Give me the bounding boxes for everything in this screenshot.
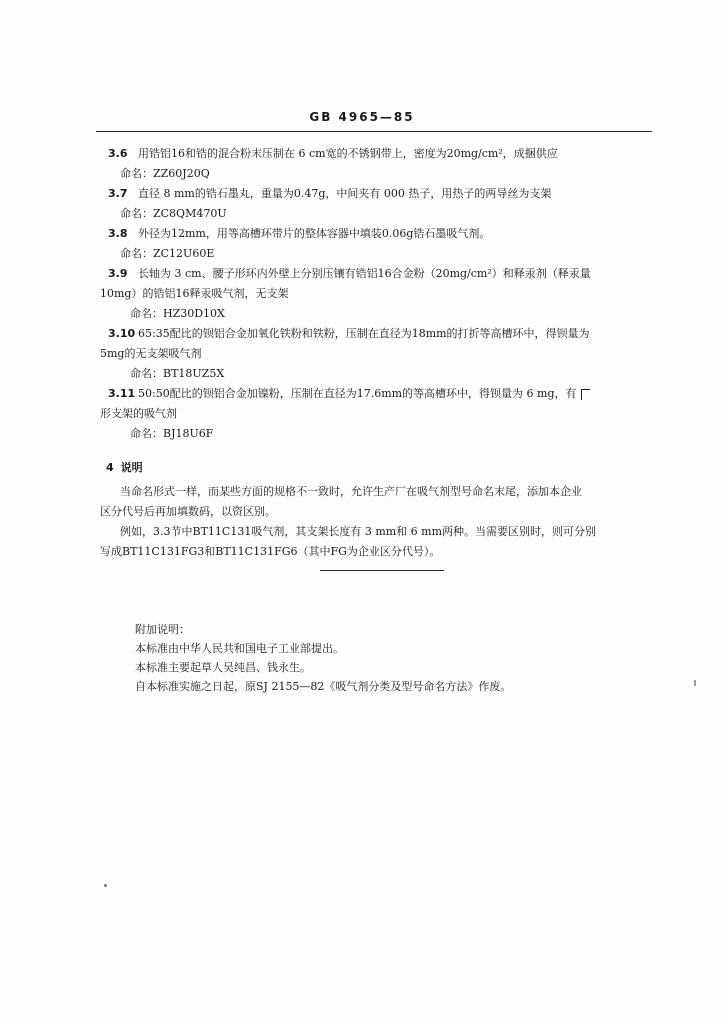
naming-code: BT18UZ5X (163, 367, 225, 380)
item-number: 3.9 (108, 267, 128, 280)
section-4-para2-line2: 写成BT11C131FG3和BT11C131FG6（其中FG为企业区分代号）。 (100, 545, 441, 558)
naming-label: 命名： (130, 367, 163, 380)
additional-notes (135, 620, 635, 696)
item-3-8-naming (108, 244, 656, 264)
item-3-11 (108, 384, 656, 404)
naming-label: 命名： (120, 207, 153, 220)
naming-label: 命名： (130, 427, 163, 440)
item-3-6-naming (108, 164, 656, 184)
item-3-11-continued: 形支架的吸气剂 (100, 407, 177, 420)
end-divider (320, 570, 444, 571)
item-3-7-naming (108, 204, 656, 224)
item-number: 3.10 (108, 327, 136, 340)
item-text: 65:35配比的钡铝合金加氧化铁粉和铁粉，压制在直径为18mm的打折等高槽环中，得钡量为 (138, 327, 590, 340)
spacer (108, 444, 656, 458)
notes-line-2: 本标准主要起草人吴纯昌、钱永生。 (135, 661, 311, 674)
item-text: 用锆铝16和锆的混合粉末压制在 6 cm宽的不锈钢带上，密度为20mg/cm²，成捆供应 (138, 147, 558, 160)
item-3-10 (108, 324, 656, 344)
document-body (100, 144, 656, 562)
naming-label: 命名： (120, 167, 153, 180)
scan-speck (104, 884, 107, 887)
section-4-heading (106, 458, 656, 478)
naming-label: 命名： (120, 247, 153, 260)
bracket-mark (581, 389, 590, 400)
item-3-9 (108, 264, 656, 284)
notes-line-1: 本标准由中华人民共和国电子工业部提出。 (135, 642, 344, 655)
notes-heading: 附加说明： (135, 623, 190, 636)
page-header: GB 4965—85 (309, 110, 415, 124)
item-3-9-continued: 10mg）的锆铝16释汞吸气剂，无支架 (100, 287, 289, 300)
item-3-6 (108, 144, 656, 164)
item-3-10-naming (108, 364, 656, 384)
section-title: 说明 (120, 461, 143, 474)
section-number: 4 (106, 461, 114, 474)
item-number: 3.7 (108, 187, 128, 200)
section-4-para1-line1: 当命名形式一样，而某些方面的规格不一致时，允许生产厂在吸气剂型号命名末尾，添加本企业 (120, 485, 582, 498)
section-4-para2-line1: 例如，3.3节中BT11C131吸气剂，其支架长度有 3 mm和 6 mm两种。当需要区别时，则可分别 (120, 525, 597, 538)
item-3-10-continued: 5mg的无支架吸气剂 (100, 347, 202, 360)
item-3-9-naming (108, 304, 656, 324)
naming-code: ZZ60J20Q (153, 167, 210, 180)
item-3-7 (108, 184, 656, 204)
item-3-11-naming (108, 424, 656, 444)
item-text: 长轴为 3 cm、腰子形环内外壁上分别压镶有锆铝16合金粉（20mg/cm²）和释汞剂（释汞量 (138, 267, 591, 280)
item-text: 外径为12mm，用等高槽环带片的整体容器中填装0.06g锆石墨吸气剂。 (138, 227, 491, 240)
item-number: 3.6 (108, 147, 128, 160)
item-number: 3.11 (108, 387, 136, 400)
naming-code: ZC12U60E (153, 247, 215, 260)
naming-code: ZC8QM470U (153, 207, 227, 220)
naming-code: HZ30D10X (163, 307, 225, 320)
section-4-para1-line2: 区分代号后再加填数码，以资区别。 (100, 505, 276, 518)
naming-code: BJ18U6F (163, 427, 214, 440)
item-text: 直径 8 mm的锆石墨丸，重量为0.47g，中间夹有 000 热子，用热子的两导丝为支架 (138, 187, 552, 200)
scan-speck (694, 680, 696, 686)
header-divider (96, 131, 652, 132)
item-3-8 (108, 224, 656, 244)
naming-label: 命名： (130, 307, 163, 320)
item-text: 50:50配比的钡铝合金加镍粉，压制在直径为17.6mm的等高槽环中，得钡量为 6 mg，有 (138, 387, 577, 400)
notes-line-3: 自本标准实施之日起，原SJ 2155—82《吸气剂分类及型号命名方法》作废。 (135, 680, 512, 693)
item-number: 3.8 (108, 227, 128, 240)
